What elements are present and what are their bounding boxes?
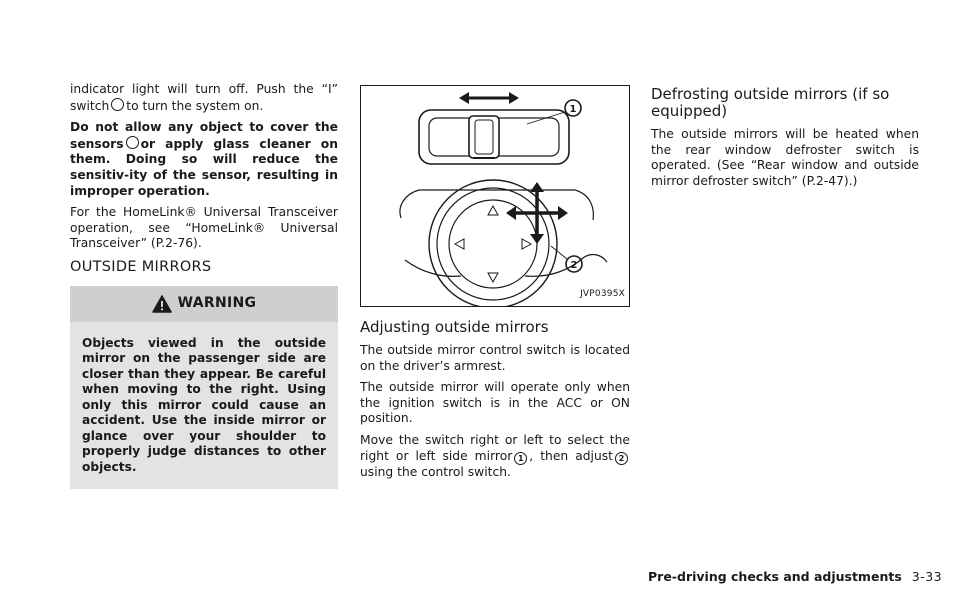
footer-title: Pre-driving checks and adjustments (648, 569, 902, 584)
paragraph-sensor-caution (70, 120, 338, 199)
paragraph-indicator (70, 82, 338, 114)
warning-triangle-icon (152, 295, 172, 313)
mirror-selector-switch (419, 110, 569, 164)
text: indicator light will turn off. Push the “I” switch (70, 82, 338, 113)
warning-header (70, 286, 338, 322)
text: Move the switch right or left to select the right or left side mirror (360, 432, 630, 463)
page-number: 3-33 (911, 569, 943, 584)
left-right-arrow-icon (459, 92, 519, 104)
mirror-switch-illustration (361, 86, 629, 306)
text: or apply glass cleaner on them. Doing so will reduce the sensitiv-ity of the sensor, resulting in improper operation. (70, 136, 338, 198)
callout-1-inline-icon: 1 (514, 452, 527, 465)
text: , then adjust (529, 448, 613, 463)
defrosting-heading: Defrosting outside mirrors (if so equipped) (651, 85, 890, 120)
callout-1 (527, 100, 581, 124)
text: Do not allow any object to cover the sensors (70, 120, 338, 151)
text: to turn the system on. (126, 98, 264, 113)
warning-box (70, 286, 338, 490)
paragraph-location: The outside mirror control switch is located on the driver’s armrest. (360, 343, 630, 373)
text: using the control switch. (360, 464, 511, 479)
adjusting-heading: Adjusting outside mirrors (360, 318, 549, 336)
column-left (70, 82, 338, 489)
warning-title: WARNING (177, 294, 257, 311)
warning-text: Objects viewed in the outside mirror on the passenger side are closer than they appear. Be careful when moving to the right. Using only this mirror could cause an accident. Use the inside mirror or glance over your shoulder to properly judge distances to other objects. (82, 335, 326, 474)
figure-code: JVP0395X (580, 289, 625, 300)
paragraph-select (360, 433, 630, 480)
callout-1-label: 1 (569, 104, 577, 115)
mirror-switch-figure (360, 85, 630, 307)
paragraph-defrost: The outside mirrors will be heated when the rear window defroster switch is operated. (See “Rear window and outside mirror defroster switch” (P.2-47).) (651, 127, 919, 188)
page-footer (648, 569, 942, 584)
column-middle (360, 85, 630, 486)
four-way-arrow-icon (506, 182, 568, 244)
paragraph-ignition: The outside mirror will operate only when the ignition switch is in the ACC or ON position. (360, 380, 630, 426)
column-right (651, 86, 919, 195)
switch-symbol-icon (111, 98, 124, 111)
section-title: OUTSIDE MIRRORS (70, 258, 212, 275)
callout-2-inline-icon: 2 (615, 452, 628, 465)
paragraph-homelink: For the HomeLink® Universal Transceiver operation, see “HomeLink® Universal Transceiver” (P.2-76). (70, 205, 338, 251)
callout-2-label: 2 (570, 260, 578, 271)
sensor-symbol-icon (126, 136, 139, 149)
